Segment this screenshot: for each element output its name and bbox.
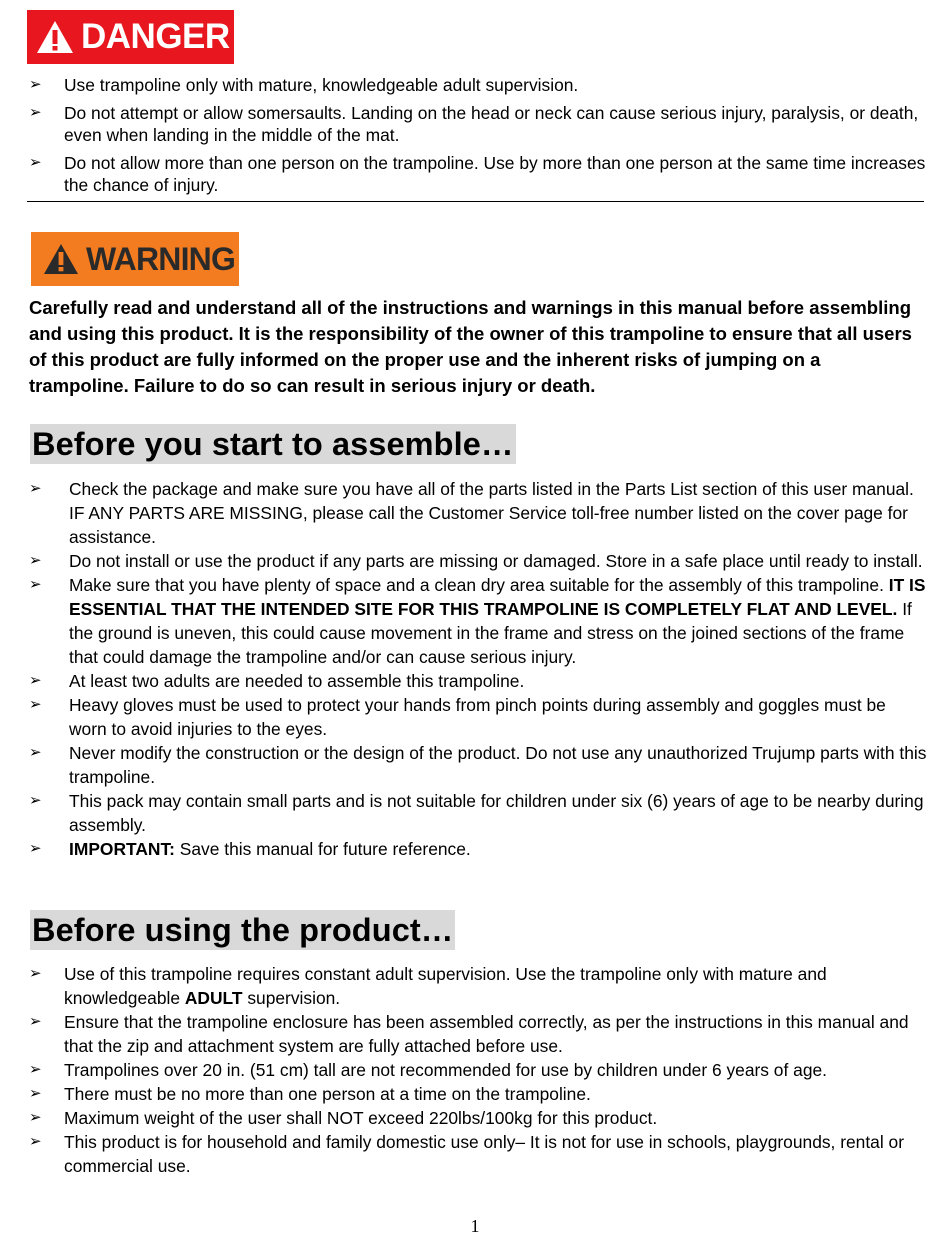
list-item: ➢ IMPORTANT: Save this manual for future reference. (29, 839, 471, 859)
page-number: 1 (470, 1216, 480, 1236)
exclamation-triangle-icon (35, 19, 75, 55)
list-item: ➢ This product is for household and family domestic use only– It is not for use in schools, playgrounds, rental or commercial use. (29, 1132, 905, 1176)
list-item: ➢ Maximum weight of the user shall NOT exceed 220lbs/100kg for this product. (29, 1108, 658, 1128)
bullet-arrow-icon: ➢ (29, 576, 42, 593)
list-item: ➢ Use of this trampoline requires constant adult supervision. Use the trampoline only with mature and knowledgeable ADULT supervision. (29, 964, 827, 1008)
bullet-arrow-icon: ➢ (29, 1061, 42, 1078)
warning-label (31, 232, 239, 286)
list-item: ➢ At least two adults are needed to assemble this trampoline. (29, 671, 525, 691)
section-heading-before-using: Before using the product… (32, 912, 454, 948)
list-item: ➢ Never modify the construction or the design of the product. Do not use any unauthorized Trujump parts with this trampoline. (29, 743, 927, 787)
bullet-arrow-icon: ➢ (29, 76, 42, 93)
bullet-arrow-icon: ➢ (29, 744, 42, 761)
warning-paragraph: Carefully read and understand all of the instructions and warnings in this manual before assembling and using this product. It is the responsibility of the owner of this trampoline to ensure that all users of this product are fully informed on the proper use and the inherent risks of jumping on a trampoline. Failure to do so can result in serious injury or death. (29, 297, 912, 396)
bullet-arrow-icon: ➢ (29, 792, 42, 809)
bullet-arrow-icon: ➢ (29, 840, 42, 857)
bullet-arrow-icon: ➢ (29, 104, 42, 121)
bullet-arrow-icon: ➢ (29, 1109, 42, 1126)
section-heading-before-assemble: Before you start to assemble… (32, 426, 514, 462)
bullet-arrow-icon: ➢ (29, 672, 42, 689)
danger-label (27, 10, 234, 64)
bullet-arrow-icon: ➢ (29, 552, 42, 569)
list-item: ➢ Use trampoline only with mature, knowledgeable adult supervision. (29, 75, 579, 95)
list-item: ➢ Make sure that you have plenty of space and a clean dry area suitable for the assembly of this trampoline. IT IS ESSENTIAL THAT THE INTENDED SITE FOR THIS TRAMPOLINE IS COMPLETELY FLAT AND LEVEL. If the ground is uneven, this could cause movement in the frame and stress on the joined sections of the frame that could damage the trampoline and/or can cause serious injury. (29, 575, 926, 667)
assemble-list (28, 477, 928, 861)
bullet-arrow-icon: ➢ (29, 154, 42, 171)
list-item: ➢ Do not install or use the product if any parts are missing or damaged. Store in a safe place until ready to install. (29, 551, 923, 571)
bullet-arrow-icon: ➢ (29, 696, 42, 713)
list-item: ➢ Do not allow more than one person on the trampoline. Use by more than one person at the same time increases the chance of injury. (29, 153, 926, 195)
divider (27, 201, 924, 202)
danger-label-text: DANGER (81, 17, 230, 56)
list-item: ➢ Check the package and make sure you have all of the parts listed in the Parts List section of this user manual. IF ANY PARTS ARE MISSING, please call the Customer Service toll-free number listed on the cover page for assistance. (29, 479, 914, 547)
list-item: ➢ This pack may contain small parts and is not suitable for children under six (6) years of age to be nearby during assembly. (29, 791, 924, 835)
using-list (28, 962, 928, 1178)
bullet-arrow-icon: ➢ (29, 1085, 42, 1102)
danger-list (28, 74, 928, 202)
list-item: ➢ Ensure that the trampoline enclosure has been assembled correctly, as per the instructions in this manual and that the zip and attachment system are fully attached before use. (29, 1012, 909, 1056)
warning-label-text: WARNING (86, 240, 236, 277)
bullet-arrow-icon: ➢ (29, 480, 42, 497)
exclamation-triangle-icon (42, 242, 80, 276)
list-item: ➢ There must be no more than one person at a time on the trampoline. (29, 1084, 591, 1104)
list-item: ➢ Do not attempt or allow somersaults. Landing on the head or neck can cause serious injury, paralysis, or death, even when landing in the middle of the mat. (29, 103, 919, 145)
bullet-arrow-icon: ➢ (29, 965, 42, 982)
list-item: ➢ Heavy gloves must be used to protect your hands from pinch points during assembly and goggles must be worn to avoid injuries to the eyes. (29, 695, 886, 739)
bullet-arrow-icon: ➢ (29, 1013, 42, 1030)
list-item: ➢ Trampolines over 20 in. (51 cm) tall are not recommended for use by children under 6 years of age. (29, 1060, 827, 1080)
bullet-arrow-icon: ➢ (29, 1133, 42, 1150)
